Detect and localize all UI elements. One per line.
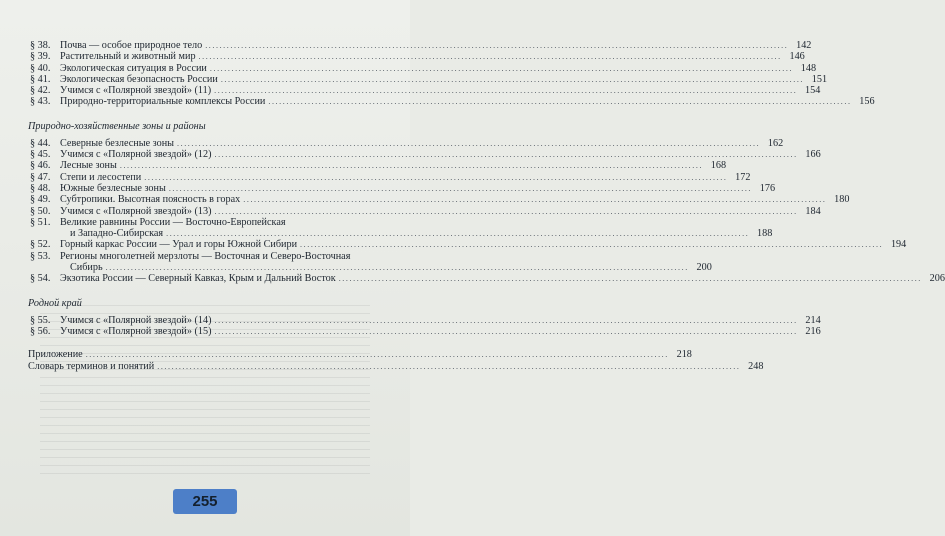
toc-entry-42[interactable]: § 42. Учимся с «Полярной звездой» (11) ..... 154 xyxy=(28,85,360,96)
toc-block-zones xyxy=(28,137,945,285)
toc-entry-appendix[interactable]: Приложение ..... 218 xyxy=(28,349,360,360)
toc-block-native-region xyxy=(28,314,821,338)
toc-block-appendix xyxy=(28,349,764,372)
toc-entry-40[interactable]: § 40. Экологическая ситуация в России ..... 148 xyxy=(28,63,360,74)
toc-entry-47[interactable]: § 47. Степи и лесостепи ..... 172 xyxy=(28,172,360,183)
toc-entry-39[interactable]: § 39. Растительный и животный мир ..... 146 xyxy=(28,51,360,62)
page-number: 255 xyxy=(192,493,218,510)
toc-entry-49[interactable]: § 49. Субтропики. Высотная поясность в горах ..... 180 xyxy=(28,194,360,205)
toc-entry-52[interactable]: § 52. Горный каркас России — Урал и горы Южной Сибири ..... 194 xyxy=(28,239,360,250)
toc-entry-54[interactable]: § 54. Экзотика России — Северный Кавказ, Крым и Дальний Восток ..... 206 xyxy=(28,273,360,284)
table-of-contents xyxy=(28,40,945,372)
toc-entry-53-cont[interactable]: Сибирь ..... 200 xyxy=(28,262,360,273)
toc-entry-55[interactable]: § 55. Учимся с «Полярной звездой» (14) ..... 214 xyxy=(28,315,360,326)
toc-entry-38[interactable]: § 38. Почва — особое природное тело ..... 142 xyxy=(28,40,360,51)
toc-entry-53[interactable]: § 53. Регионы многолетней мерзлоты — Восточная и Северо-Восточная xyxy=(30,250,351,262)
page-number-badge xyxy=(173,489,237,514)
toc-block-nature xyxy=(28,40,875,108)
toc-entry-48[interactable]: § 48. Южные безлесные зоны ..... 176 xyxy=(28,183,360,194)
toc-entry-50[interactable]: § 50. Учимся с «Полярной звездой» (13) ..... 184 xyxy=(28,206,360,217)
section-header-native-region: Родной край xyxy=(28,297,82,309)
toc-entry-glossary[interactable]: Словарь терминов и понятий ..... 248 xyxy=(28,361,360,372)
toc-entry-43[interactable]: § 43. Природно-территориальные комплексы России ..... 156 xyxy=(28,96,360,107)
toc-entry-51-cont[interactable]: и Западно-Сибирская ..... 188 xyxy=(28,228,360,239)
toc-entry-44[interactable]: § 44. Северные безлесные зоны ..... 162 xyxy=(28,138,360,149)
toc-entry-45[interactable]: § 45. Учимся с «Полярной звездой» (12) ..... 166 xyxy=(28,149,360,160)
toc-entry-41[interactable]: § 41. Экологическая безопасность России ..... 151 xyxy=(28,74,360,85)
section-header-zones: Природно-хозяйственные зоны и районы xyxy=(28,120,206,132)
toc-entry-51[interactable]: § 51. Великие равнины России — Восточно-Европейская xyxy=(30,216,286,228)
toc-entry-56[interactable]: § 56. Учимся с «Полярной звездой» (15) ..... 216 xyxy=(28,326,360,337)
toc-entry-46[interactable]: § 46. Лесные зоны ..... 168 xyxy=(28,160,360,171)
